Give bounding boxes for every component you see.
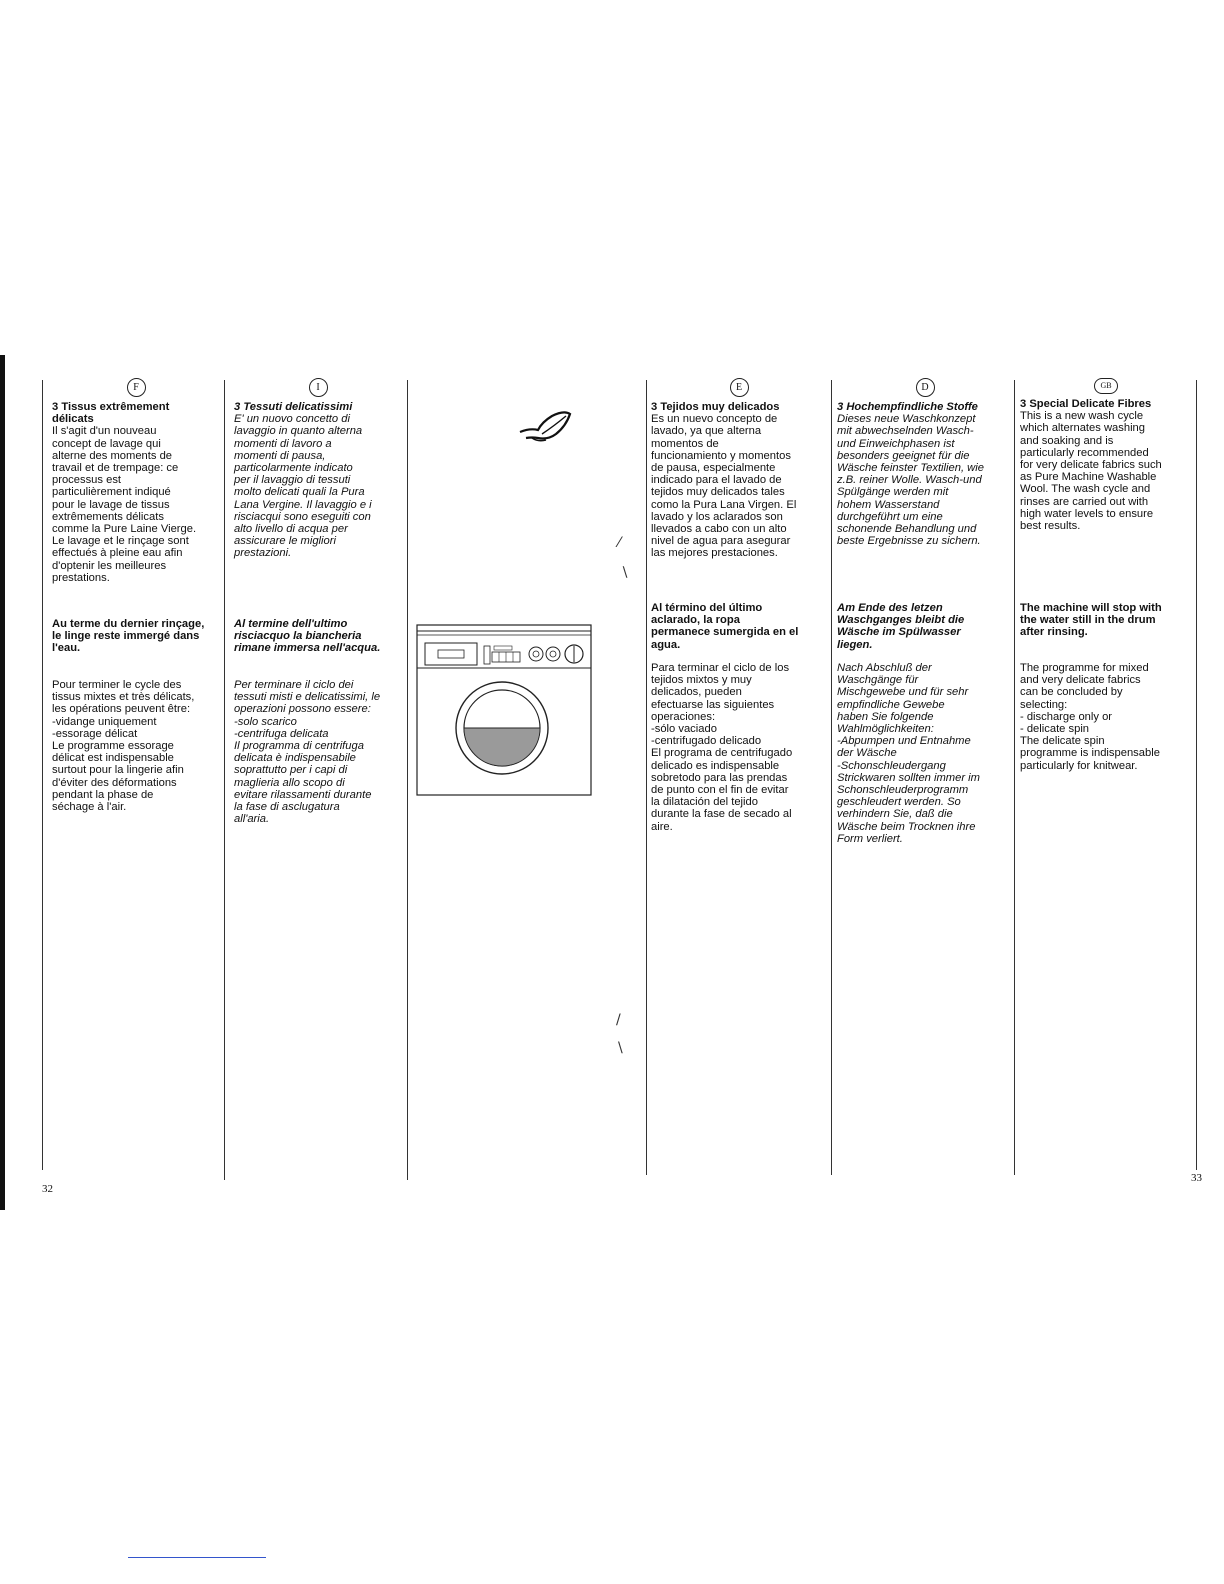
leaf-symbol-icon xyxy=(508,404,580,454)
section-title: 3 Tejidos muy delicados xyxy=(651,401,780,413)
language-badge-i: I xyxy=(309,378,328,397)
language-badge-e: E xyxy=(730,378,749,397)
section-title: 3 Tissus extrêmement délicats xyxy=(52,401,170,426)
section-body: Dieses neue Waschkonzept mit abwechselnden Wasch- und Einweichphasen ist besonders geeignet für die Wäsche feinster Textilien, wie z.B. reiner Wolle. Wasch-und Spülgänge werden mit hohem Wasserstand durchgeführt um eine schonende Behandlung und beste Ergebnisse zu sichern. xyxy=(837,413,984,548)
column-italian xyxy=(234,378,402,560)
page-number-left: 32 xyxy=(42,1183,53,1195)
column-rule xyxy=(1014,380,1015,1175)
page-edge-bar xyxy=(0,355,5,1210)
column-spanish xyxy=(651,378,827,560)
scan-mark: / xyxy=(616,1012,621,1028)
column-french xyxy=(52,378,220,584)
language-badge-gb: GB xyxy=(1094,378,1118,394)
section-body-2: Pour terminer le cycle des tissus mixtes et très délicats, les opérations peuvent être: -vidange uniquement -essorage délicat Le programme essorage délicat est indispensable surtout pour la lingerie afin d'éviter des déformations pendant la phase de séchage à l'air. xyxy=(52,679,195,814)
section-body: This is a new wash cycle which alternates washing and soaking and is particularly recommended for very delicate fabrics such as Pure Machine Washable Wool. The wash cycle and rinses are carried out with high water levels to ensure best results. xyxy=(1020,410,1162,533)
column-rule xyxy=(42,380,43,1170)
washing-machine-illustration xyxy=(416,624,592,796)
section-body-2: Per terminare il ciclo dei tessuti misti e delicatissimi, le operazioni possono essere: -solo scarico -centrifuga delicata Il programma di centrifuga delicata è indispensabile soprattutto per i capi di maglieria allo scopo di evitare rilassamenti durante la fase di asclugatura all'aria. xyxy=(234,679,381,826)
column-german xyxy=(837,378,1013,547)
language-badge-d: D xyxy=(916,378,935,397)
section-note: Al termine dell'ultimo risciacquo la biancheria rimane immersa nell'acqua. xyxy=(234,618,381,655)
section-note: Al término del último aclarado, la ropa permanece sumergida en el agua. xyxy=(651,602,799,651)
scan-mark: \ xyxy=(618,1040,623,1056)
language-badge-f: F xyxy=(127,378,146,397)
section-body: Es un nuevo concepto de lavado, ya que alterna momentos de funcionamiento y momentos de pausa, especialmente indicado para el lavado de tejidos muy delicados tales como la Pura Lana Virgen. El lavado y los aclarados son llevados a cabo con un alto nivel de agua para asegurar las mejores prestaciones. xyxy=(651,413,797,560)
section-note: Au terme du dernier rinçage, le linge reste immergé dans l'eau. xyxy=(52,618,205,655)
section-body-2: Nach Abschluß der Waschgänge für Mischgewebe und für sehr empfindliche Gewebe haben Sie folgende Wahlmöglichkeiten: -Abpumpen und Entnahme der Wäsche -Schonschleudergang Strickwaren sollten immer im Schonschleuderprogramm geschleudert werden. So verhindern Sie, daß die Wäsche beim Trocknen ihre Form verliert. xyxy=(837,662,980,845)
section-title: 3 Tessuti delicatissimi xyxy=(234,401,353,413)
footer-rule xyxy=(128,1557,266,1558)
section-body-2: Para terminar el ciclo de los tejidos mixtos y muy delicados, pueden efectuarse las siguientes operaciones: -sólo vaciado -centrifugado delicado El programa de centrifugado delicado es indispensable sobretodo para las prendas de punto con el fin de evitar la dilatación del tejido durante la fase de secado al aire. xyxy=(651,662,793,833)
page-number-right: 33 xyxy=(1191,1172,1202,1184)
section-body: Il s'agit d'un nouveau concept de lavage qui alterne des moments de travail et de trempage: ce processus est particulièrement indiqué pour le lavage de tissus extrêmements délicats comme la Pure Laine Vierge. Le lavage et le rinçage sont effectués à pleine eau afin d'optenir les meilleures prestations. xyxy=(52,425,197,584)
column-rule xyxy=(831,380,832,1175)
scan-mark: ∖ xyxy=(620,565,629,581)
section-title: 3 Special Delicate Fibres xyxy=(1020,398,1152,410)
column-rule xyxy=(646,380,647,1175)
column-rule xyxy=(1196,380,1197,1170)
scan-mark: ⁄ xyxy=(618,535,621,551)
column-rule xyxy=(407,380,408,1180)
section-note: The machine will stop with the water still in the drum after rinsing. xyxy=(1020,602,1162,639)
section-body-2: The programme for mixed and very delicate fabrics can be concluded by selecting: - discharge only or - delicate spin The delicate spin programme is indispensable particularly for knitwear. xyxy=(1020,662,1160,772)
column-rule xyxy=(224,380,225,1180)
section-title: 3 Hochempfindliche Stoffe xyxy=(837,401,978,413)
column-english xyxy=(1020,378,1192,532)
section-body: E' un nuovo concetto di lavaggio in quanto alterna momenti di lavoro a momenti di pausa, particolarmente indicato per il lavaggio di tessuti molto delicati quali la Pura Lana Vergine. Il lavaggio e i risciacqui sono eseguiti con alto livello di acqua per assicurare le migliori prestazioni. xyxy=(234,413,372,560)
section-note: Am Ende des letzen Waschganges bleibt die Wäsche im Spülwasser liegen. xyxy=(837,602,965,651)
